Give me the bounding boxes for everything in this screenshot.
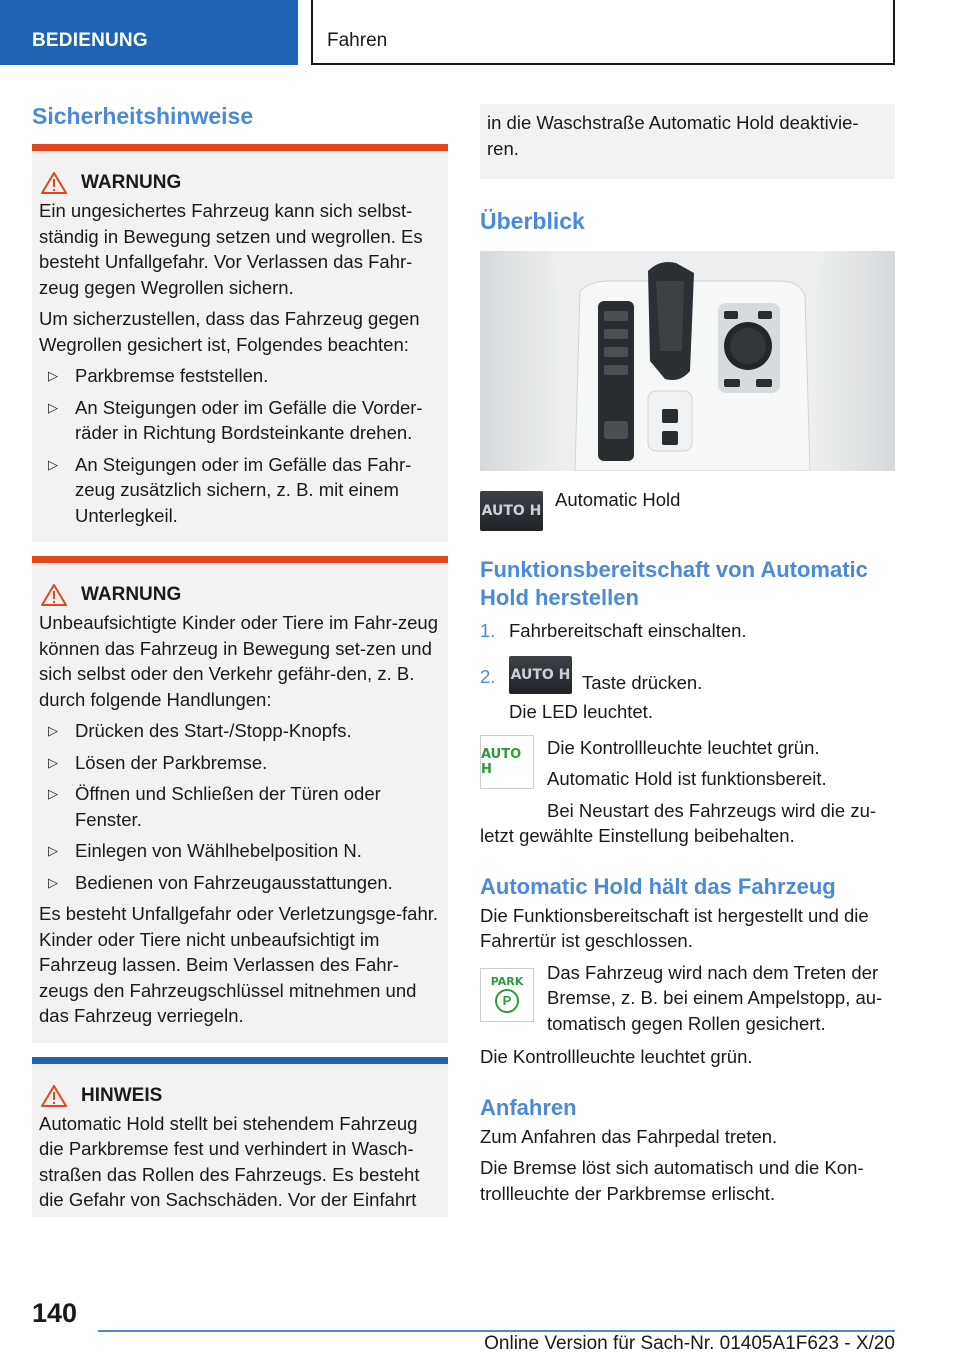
warning-title (39, 584, 440, 606)
hold-text: Das Fahrzeug wird nach dem Treten der Bremse, z. B. bei einem Ampelstopp, au-tomatisch gegen Rollen gesichert. (547, 961, 883, 1034)
warning-text: Um sicherzustellen, dass das Fahrzeug gegen Wegrollen gesichert ist, Folgendes beachten: (39, 308, 420, 355)
auto-hold-button-label: AUTO H (481, 503, 542, 519)
auto-hold-button-label: AUTO H (510, 667, 571, 684)
bullet-list (39, 363, 440, 528)
hint-text: in die Waschstraße Automatic Hold deaktivie-ren. (487, 112, 859, 159)
right-column (480, 100, 895, 1206)
warning-text: Es besteht Unfallgefahr oder Verletzungsge-fahr. Kinder oder Tiere nicht unbeaufsichtigt im Fahrzeug lassen. Beim Verlassen des Fahr-zeugs den Fahrzeugschlüssel mitnehmen und das Fahrzeug verriegeln. (39, 903, 439, 1026)
drive-text: Die Bremse löst sich automatisch und die Kon-trollleuchte der Parkbremse erlischt. (480, 1157, 864, 1204)
list-item-text: Öffnen und Schließen der Türen oder Fenster. (75, 783, 381, 830)
center-console-illustration (480, 251, 895, 471)
warning-triangle-icon (41, 172, 67, 194)
hint-label: HINWEIS (81, 1084, 163, 1106)
step-text: Fahrbereitschaft einschalten. (509, 620, 747, 641)
auto-hold-button-icon (509, 656, 572, 694)
list-item (39, 395, 440, 446)
indicator-label: AUTO H (481, 746, 522, 777)
step-number: 1. (480, 620, 496, 641)
overview-heading: Überblick (480, 208, 585, 234)
bullet-triangle-icon: ▷ (48, 456, 58, 472)
drive-text: Zum Anfahren das Fahrpedal treten. (480, 1125, 778, 1147)
hint-bar (32, 1057, 448, 1064)
indicator-text: Die Kontrollleuchte leuchtet grün. (547, 736, 820, 758)
warning-label: WARNUNG (81, 172, 182, 193)
list-item (39, 750, 440, 776)
warning-bar (32, 556, 448, 563)
list-item-text: Parkbremse feststellen. (75, 365, 269, 386)
list-item-text: Bedienen von Fahrzeugausstattungen. (75, 871, 393, 893)
warning-box-2 (32, 556, 448, 1043)
warning-triangle-icon (41, 1085, 67, 1107)
hold-heading: Automatic Hold hält das Fahrzeug (480, 873, 836, 899)
list-item-text: Lösen der Parkbremse. (75, 751, 268, 773)
list-item (39, 838, 440, 864)
list-item (39, 781, 440, 832)
list-item-text: Einlegen von Wählhebelposition N. (75, 840, 362, 861)
park-label: PARK (490, 975, 524, 988)
bullet-triangle-icon: ▷ (48, 368, 58, 383)
step-item (480, 618, 895, 644)
step-number: 2. (480, 665, 496, 687)
bullet-triangle-icon: ▷ (48, 843, 58, 858)
section-tab: BEDIENUNG (0, 0, 298, 65)
left-column (32, 100, 448, 1217)
hint-text: Automatic Hold stellt bei stehendem Fahrzeug die Parkbremse fest und verhindert in Wasch-straßen das Rollen des Fahrzeugs. Es besteht die Gefahr von Sachschäden. Vor der Einfahrt (39, 1112, 420, 1210)
warning-bar (32, 144, 448, 151)
center-console-image (480, 251, 895, 471)
steps-list (480, 618, 895, 695)
list-item (39, 363, 440, 389)
indicator-text: Bei Neustart des Fahrzeugs wird die zu-letzt gewählte Einstellung beibehalten. (480, 799, 877, 846)
section-heading: Sicherheitshinweise (32, 103, 254, 129)
auto-hold-button-icon (480, 491, 543, 531)
bullet-triangle-icon: ▷ (48, 786, 58, 801)
drive-heading: Anfahren (480, 1094, 577, 1120)
warning-text: Unbeaufsichtigte Kinder oder Tiere im Fahr-zeug können das Fahrzeug in Bewegung set-zen und sich selbst oder den Verkehr gefähr-den, z. B. durch folgende Handlungen: (39, 612, 438, 710)
list-item (39, 870, 440, 896)
button-legend (480, 491, 895, 531)
footer-version-text: Online Version für Sach-Nr. 01405A1F623 - X/20 (484, 1333, 895, 1354)
step-item (480, 656, 895, 696)
page-number: 140 (32, 1298, 78, 1328)
hold-text: Die Funktionsbereitschaft ist hergestellt und die Fahrertür ist geschlossen. (480, 904, 869, 951)
hold-text: Die Kontrollleuchte leuchtet grün. (480, 1046, 753, 1067)
park-indicator-icon (480, 968, 534, 1022)
warning-triangle-icon (41, 584, 67, 606)
button-caption: Automatic Hold (555, 489, 681, 510)
bullet-triangle-icon: ▷ (48, 874, 58, 890)
hint-title (39, 1085, 440, 1107)
step-text: Taste drücken. (582, 671, 703, 693)
park-block (480, 961, 895, 1037)
setup-heading: Funktionsbereitschaft von Automatic Hold herstellen (480, 557, 868, 610)
warning-box-1 (32, 144, 448, 542)
auto-hold-indicator-icon (480, 735, 534, 789)
list-item-text: An Steigungen oder im Gefälle das Fahr-zeug zusätzlich sichern, z. B. mit einem Unterlegkeil. (75, 453, 412, 526)
footer-divider (98, 1330, 895, 1332)
step-result: Die LED leuchtet. (509, 701, 653, 722)
list-item-text: Drücken des Start-/Stopp-Knopfs. (75, 720, 352, 741)
list-item (39, 718, 440, 744)
bullet-triangle-icon: ▷ (48, 754, 58, 770)
indicator-block (480, 735, 895, 849)
hint-box-continued (480, 104, 895, 179)
list-item-text: An Steigungen oder im Gefälle die Vorder-räder in Richtung Bordsteinkante drehen. (75, 396, 423, 443)
warning-label: WARNUNG (81, 584, 182, 605)
warning-title (39, 172, 440, 194)
hint-box (32, 1057, 448, 1217)
bullet-triangle-icon: ▷ (48, 399, 58, 415)
list-item (39, 452, 440, 529)
bullet-triangle-icon: ▷ (48, 723, 58, 738)
park-symbol: P (495, 989, 519, 1013)
warning-text: Ein ungesichertes Fahrzeug kann sich selbst-ständig in Bewegung setzen und wegrollen. Es besteht Unfallgefahr. Vor Verlassen das Fahr-zeug gegen Wegrollen sichern. (39, 200, 423, 298)
indicator-text: Automatic Hold ist funktionsbereit. (547, 768, 827, 789)
bullet-list (39, 718, 440, 895)
chapter-title: Fahren (311, 0, 895, 65)
